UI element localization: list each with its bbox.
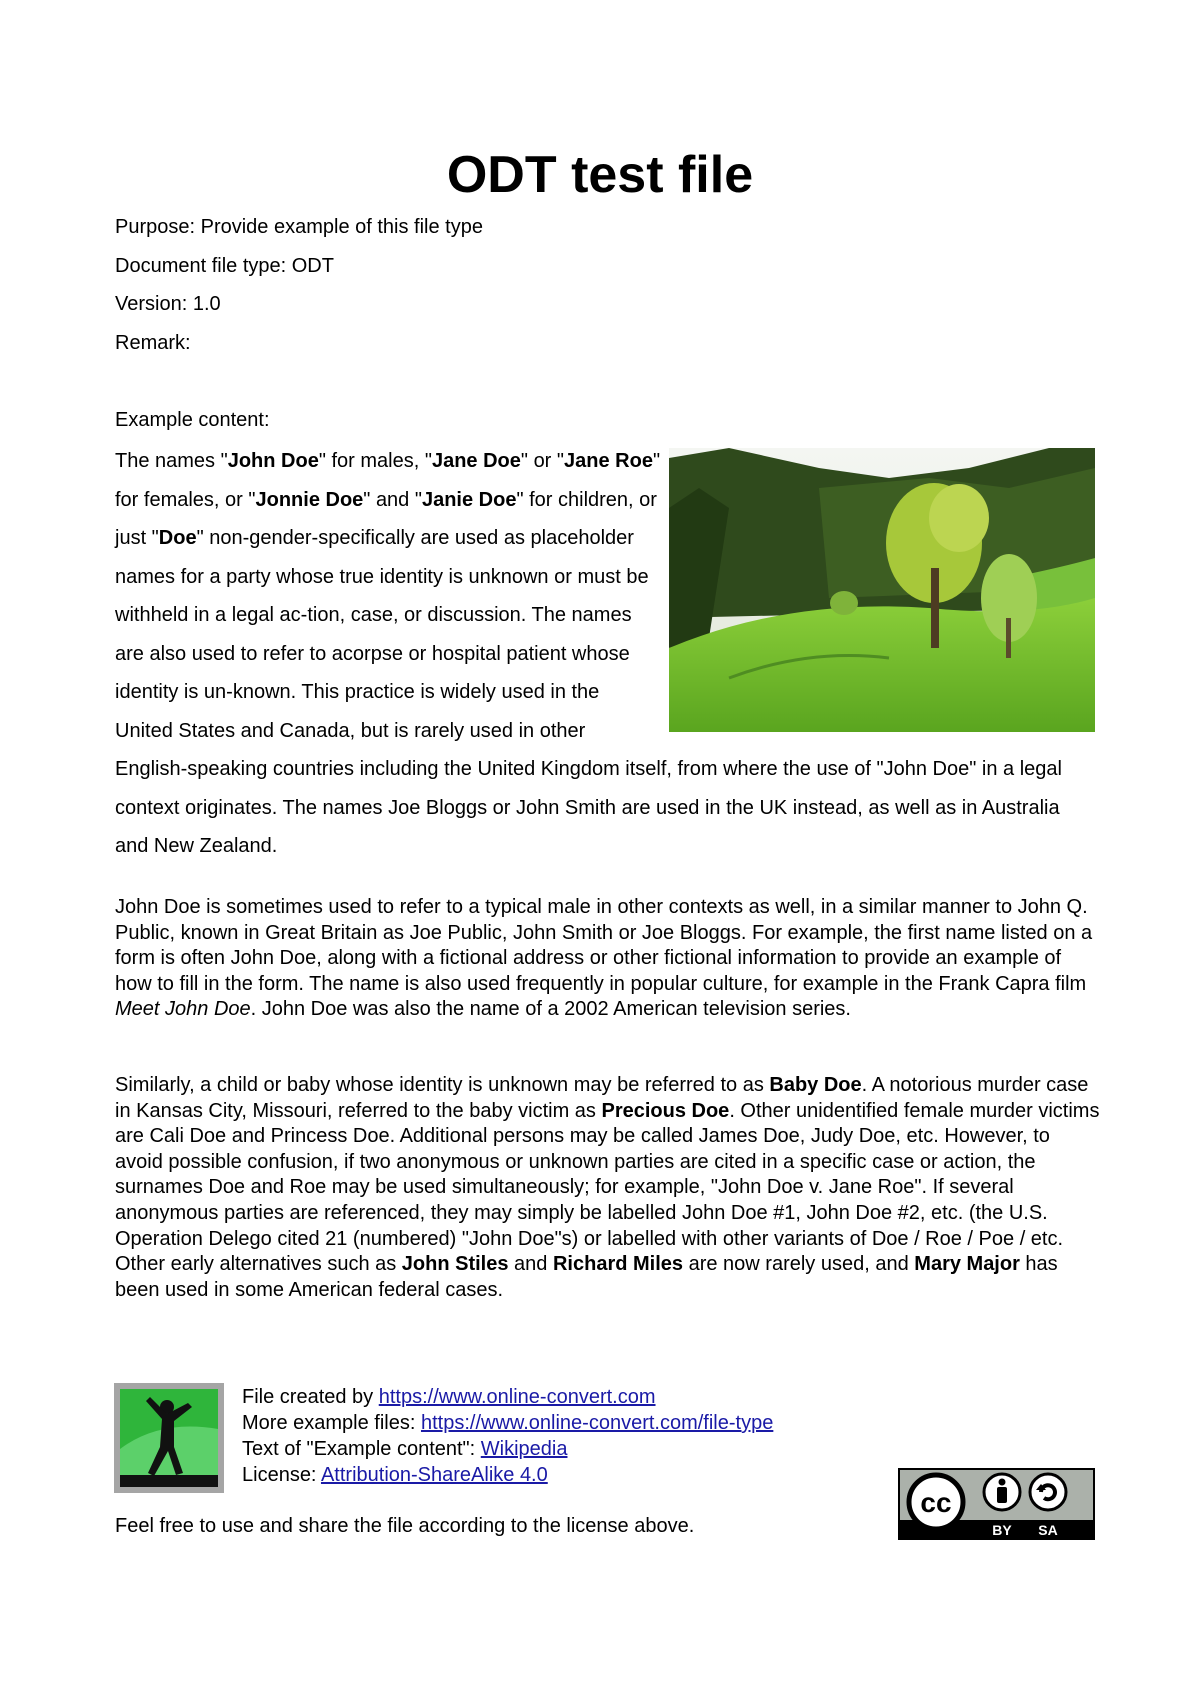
landscape-photo (669, 448, 1095, 732)
name-jane-doe: Jane Doe (431, 450, 521, 472)
name-jane-roe: Jane Roe (564, 450, 653, 472)
remark-line: Remark: (115, 331, 191, 354)
wikipedia-link[interactable]: Wikipedia (480, 1438, 568, 1460)
cc-by-sa-icon (898, 1468, 1095, 1540)
name-precious-doe: Precious Doe (601, 1099, 730, 1122)
doctype-line: Document file type: ODT (115, 254, 334, 277)
online-convert-link[interactable]: https://www.online-convert.com (378, 1386, 656, 1408)
film-title: Meet John Doe (115, 998, 251, 1021)
name-mary-major: Mary Major (914, 1253, 1020, 1276)
created-by-line: File created by https://www.online-convert.com (242, 1386, 656, 1408)
paragraph-3: Similarly, a child or baby whose identity is unknown may be referred to as Baby Doe. A notorious murder case in Kansas City, Missouri, referred to the baby victim as Precious Doe. Other unidentified female murder victims are Cali Doe and Princess Doe. Additional persons may be called James Doe, Judy Doe, etc. However, to avoid possible confusion, if two anonymous or unknown parties are cited in a specific case or action, the surnames Doe and Roe may be used simultaneously; for example, "John Doe v. Jane Roe". If several anonymous parties are referenced, they may simply be labelled John Doe #1, John Doe #2, etc. (the U.S. Operation Delego cited 21 (numbered) "John Doe"s) or labelled with other variants of Doe / Roe / Poe / etc. Other early alternatives such as John Stiles and Richard Miles are now rarely used, and Mary Major has been used in some American federal cases. (115, 1074, 1100, 1301)
svg-text:SA: SA (1038, 1522, 1058, 1538)
license-link[interactable]: Attribution-ShareAlike 4.0 (320, 1464, 548, 1486)
name-john-doe: John Doe (227, 450, 319, 472)
name-doe: Doe (158, 527, 197, 549)
version-line: Version: 1.0 (115, 293, 221, 315)
closing-line: Feel free to use and share the file according to the license above. (115, 1515, 695, 1537)
footer-info (242, 1384, 773, 1488)
text-source-line: Text of "Example content": Wikipedia (242, 1438, 568, 1460)
name-jonnie-doe: Jonnie Doe (255, 488, 364, 511)
metadata-block (115, 213, 483, 367)
example-content-label: Example content: (115, 409, 270, 431)
document-title: ODT test file (446, 146, 754, 204)
name-baby-doe: Baby Doe (769, 1074, 862, 1096)
person-silhouette-icon (114, 1383, 224, 1493)
file-type-link[interactable]: https://www.online-convert.com/file-type (420, 1412, 774, 1434)
svg-text:cc: cc (920, 1487, 952, 1518)
paragraph-1: The names "John Doe" for males, "Jane Doe" or "Jane Roe" for females, or "Jonnie Doe" and "Janie Doe" for children, or just "Doe" non-gender-specifically are used as placeholder names for a party whose true identity is unknown or must be withheld in a legal ac-tion, case, or discussion. The names are also used to refer to acorpse or hospital patient whose identity is un-known. This practice is widely used in the United States and Canada, but is rarely used in other English-speaking countries including the United Kingdom itself, from where the use of "John Doe" in a legal context originates. The names Joe Bloggs or John Smith are used in the UK instead, as well as in Australia and New Zealand. (115, 442, 1095, 866)
name-richard-miles: Richard Miles (552, 1253, 684, 1276)
name-janie-doe: Janie Doe (421, 488, 517, 511)
purpose-line: Purpose: Provide example of this file type (115, 216, 483, 238)
landscape-image (669, 448, 1095, 732)
license-line: License: Attribution-ShareAlike 4.0 (242, 1464, 548, 1486)
more-files-line: More example files: https://www.online-convert.com/file-type (242, 1412, 774, 1434)
name-john-stiles: John Stiles (401, 1253, 509, 1276)
svg-text:BY: BY (992, 1522, 1012, 1538)
paragraph-2: John Doe is sometimes used to refer to a typical male in other contexts as well, in a similar manner to John Q. Public, known in Great Britain as Joe Public, John Smith or Joe Bloggs. For example, the first name listed on a form is often John Doe, along with a fictional address or other fictional information to provide an example of how to fill in the form. The name is also used frequently in popular culture, for example in the Frank Capra film Meet John Doe. John Doe was also the name of a 2002 American television series. (115, 896, 1093, 1021)
